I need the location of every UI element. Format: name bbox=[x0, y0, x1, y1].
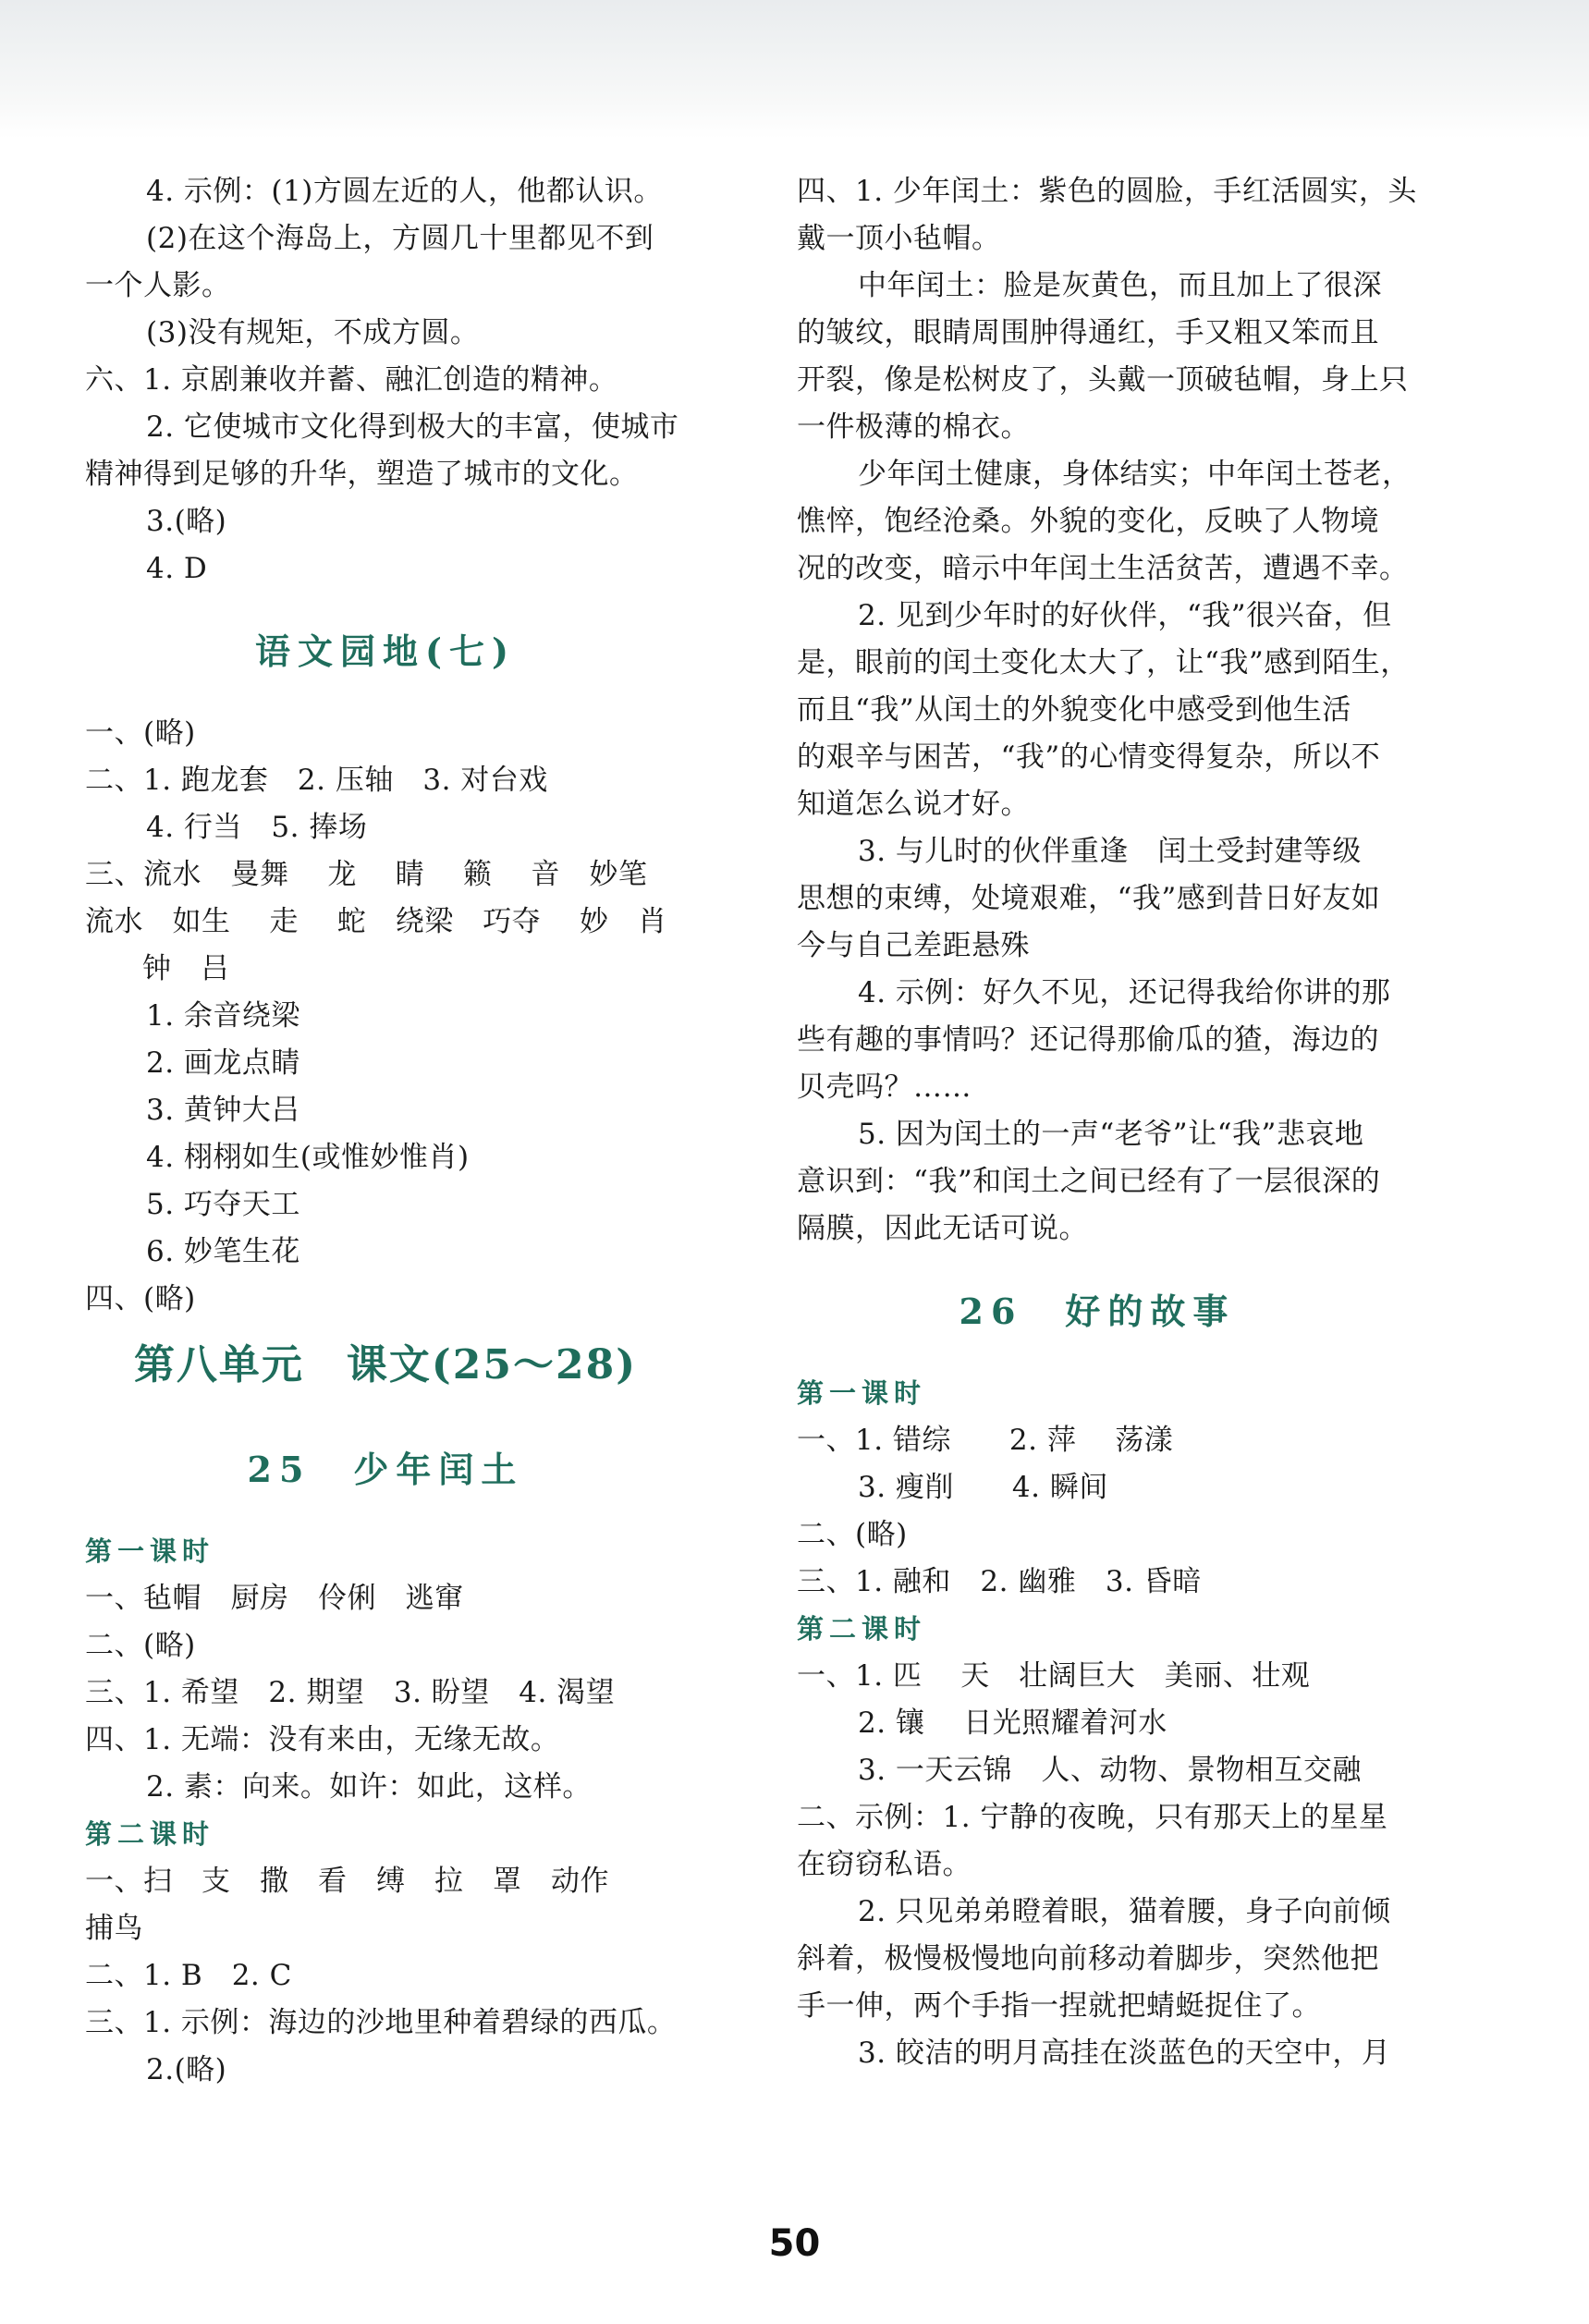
answer-line: 而且“我”从闰土的外貌变化中感受到他生活 bbox=[797, 693, 1351, 727]
page-number: 50 bbox=[768, 2222, 821, 2265]
answer-line: 流水 如生 走 蛇 绕梁 巧夺 妙 肖 bbox=[85, 905, 667, 938]
answer-line: 6. 妙笔生花 bbox=[146, 1235, 300, 1268]
answer-line: 4. 栩栩如生(或惟妙惟肖) bbox=[146, 1141, 470, 1174]
answer-line: 5. 巧夺天工 bbox=[146, 1188, 300, 1221]
answer-line: 精神得到足够的升华，塑造了城市的文化。 bbox=[85, 458, 639, 491]
answer-line: 在窃窃私语。 bbox=[797, 1848, 972, 1881]
lesson-period-heading: 第二课时 bbox=[797, 1613, 927, 1645]
answer-line: 二、1. 跑龙套 2. 压轴 3. 对台戏 bbox=[85, 764, 548, 797]
answer-line: 2. 只见弟弟瞪着眼，猫着腰，身子向前倾 bbox=[858, 1895, 1391, 1928]
answer-line: 3. 瘦削 4. 瞬间 bbox=[858, 1471, 1108, 1504]
spacer bbox=[85, 1493, 686, 1528]
answer-line: 二、示例：1. 宁静的夜晚，只有那天上的星星 bbox=[797, 1801, 1388, 1834]
spacer bbox=[85, 1323, 686, 1341]
answer-line: 四、1. 无端：没有来由，无缘无故。 bbox=[85, 1723, 560, 1756]
answer-line: 一、(略) bbox=[85, 716, 196, 750]
answer-line: 开裂，像是松树皮了，头戴一顶破毡帽，身上只 bbox=[797, 363, 1409, 397]
section-title: 语文园地(七) bbox=[255, 630, 516, 672]
answer-line: 一、毡帽 厨房 伶俐 逃窜 bbox=[85, 1582, 464, 1615]
section-title: 25 少年闰土 bbox=[247, 1449, 524, 1490]
answer-line: 2. 镶 日光照耀着河水 bbox=[858, 1706, 1167, 1740]
answer-line: (3)没有规矩，不成方圆。 bbox=[146, 316, 480, 349]
answer-line: 4. 示例：(1)方圆左近的人，他都认识。 bbox=[146, 175, 663, 208]
lesson-period-heading: 第二课时 bbox=[85, 1818, 215, 1850]
answer-line: 二、1. B 2. C bbox=[85, 1959, 292, 1992]
answer-line: 3. 一天云锦 人、动物、景物相互交融 bbox=[858, 1754, 1362, 1787]
answer-line: 四、1. 少年闰土：紫色的圆脸，手红活圆实，头 bbox=[797, 175, 1417, 208]
answer-line: 的皱纹，眼睛周围肿得通红，手又粗又笨而且 bbox=[797, 316, 1379, 349]
answer-line: 些有趣的事情吗？还记得那偷瓜的猹，海边的 bbox=[797, 1023, 1379, 1057]
answer-line: 2.(略) bbox=[146, 2053, 227, 2086]
spacer bbox=[85, 1388, 686, 1446]
spacer bbox=[797, 1335, 1398, 1370]
answer-line: 四、(略) bbox=[85, 1282, 196, 1315]
answer-line: 2. 画龙点睛 bbox=[146, 1046, 300, 1080]
left-column bbox=[85, 168, 686, 2094]
page-top-shade bbox=[0, 0, 1589, 139]
answer-line: 二、(略) bbox=[85, 1629, 196, 1662]
spacer bbox=[85, 593, 686, 628]
answer-line: 今与自己差距悬殊 bbox=[797, 929, 1030, 962]
answer-line: 三、1. 希望 2. 期望 3. 盼望 4. 渴望 bbox=[85, 1676, 616, 1709]
answer-line: 少年闰土健康，身体结实；中年闰土苍老， bbox=[858, 458, 1412, 491]
answer-line: 一、1. 错综 2. 萍 荡漾 bbox=[797, 1424, 1174, 1457]
answer-line: 一个人影。 bbox=[85, 269, 231, 302]
answer-line: 2. 见到少年时的好伙伴，“我”很兴奋，但 bbox=[858, 599, 1392, 632]
answer-line: 知道怎么说才好。 bbox=[797, 788, 1030, 821]
answer-line: 手一伸，两个手指一捏就把蜻蜓捉住了。 bbox=[797, 1989, 1321, 2023]
answer-line: 意识到：“我”和闰土之间已经有了一层很深的 bbox=[797, 1165, 1381, 1198]
answer-line: 钟 吕 bbox=[142, 952, 230, 985]
spacer bbox=[797, 1253, 1398, 1288]
answer-line: 思想的束缚，处境艰难，“我”感到昔日好友如 bbox=[797, 882, 1381, 915]
lesson-period-heading: 第一课时 bbox=[797, 1377, 927, 1409]
unit-title: 第八单元 课文(25～28) bbox=[133, 1341, 638, 1388]
answer-line: 隔膜，因此无话可说。 bbox=[797, 1212, 1088, 1245]
answer-line: 三、流水 曼舞 龙 睛 籁 音 妙笔 bbox=[85, 858, 648, 891]
answer-line: 二、(略) bbox=[797, 1518, 908, 1551]
answer-line: 4. D bbox=[146, 552, 208, 585]
answer-line: 三、1. 融和 2. 幽雅 3. 昏暗 bbox=[797, 1565, 1202, 1598]
answer-line: 1. 余音绕梁 bbox=[146, 999, 300, 1033]
answer-line: 一、扫 支 撒 看 缚 拉 罩 动作 bbox=[85, 1865, 609, 1898]
answer-line: 2. 素：向来。如许：如此，这样。 bbox=[146, 1770, 592, 1804]
answer-line: (2)在这个海岛上，方圆几十里都见不到 bbox=[146, 222, 654, 255]
answer-line: 3. 与儿时的伙伴重逢 闰土受封建等级 bbox=[858, 835, 1362, 868]
answer-line: 的艰辛与困苦，“我”的心情变得复杂，所以不 bbox=[797, 740, 1381, 774]
answer-line: 戴一顶小毡帽。 bbox=[797, 222, 1001, 255]
answer-line: 六、1. 京剧兼收并蓄、融汇创造的精神。 bbox=[85, 363, 618, 397]
answer-line: 憔悴，饱经沧桑。外貌的变化，反映了人物境 bbox=[797, 505, 1379, 538]
answer-line: 4. 示例：好久不见，还记得我给你讲的那 bbox=[858, 976, 1391, 1009]
right-column bbox=[797, 168, 1417, 2077]
answer-line: 一件极薄的棉衣。 bbox=[797, 410, 1030, 444]
answer-line: 是，眼前的闰土变化太大了，让“我”感到陌生， bbox=[797, 646, 1410, 679]
answer-line: 4. 行当 5. 捧场 bbox=[146, 811, 368, 844]
lesson-period-heading: 第一课时 bbox=[85, 1535, 215, 1567]
section-title: 26 好的故事 bbox=[959, 1290, 1236, 1332]
answer-line: 3.(略) bbox=[146, 505, 227, 538]
answer-line: 捕鸟 bbox=[85, 1912, 143, 1945]
answer-line: 况的改变，暗示中年闰土生活贫苦，遭遇不幸。 bbox=[797, 552, 1409, 585]
answer-line: 三、1. 示例：海边的沙地里种着碧绿的西瓜。 bbox=[85, 2006, 677, 2039]
spacer bbox=[85, 675, 686, 710]
answer-line: 5. 因为闰土的一声“老爷”让“我”悲哀地 bbox=[858, 1118, 1364, 1151]
answer-line: 2. 它使城市文化得到极大的丰富，使城市 bbox=[146, 410, 679, 444]
answer-line: 贝壳吗？…… bbox=[797, 1070, 972, 1104]
answer-line: 斜着，极慢极慢地向前移动着脚步，突然他把 bbox=[797, 1942, 1379, 1975]
answer-line: 中年闰土：脸是灰黄色，而且加上了很深 bbox=[858, 269, 1382, 302]
answer-line: 3. 黄钟大吕 bbox=[146, 1094, 300, 1127]
answer-line: 一、1. 匹 天 壮阔巨大 美丽、壮观 bbox=[797, 1659, 1311, 1693]
answer-line: 3. 皎洁的明月高挂在淡蓝色的天空中，月 bbox=[858, 2037, 1391, 2070]
